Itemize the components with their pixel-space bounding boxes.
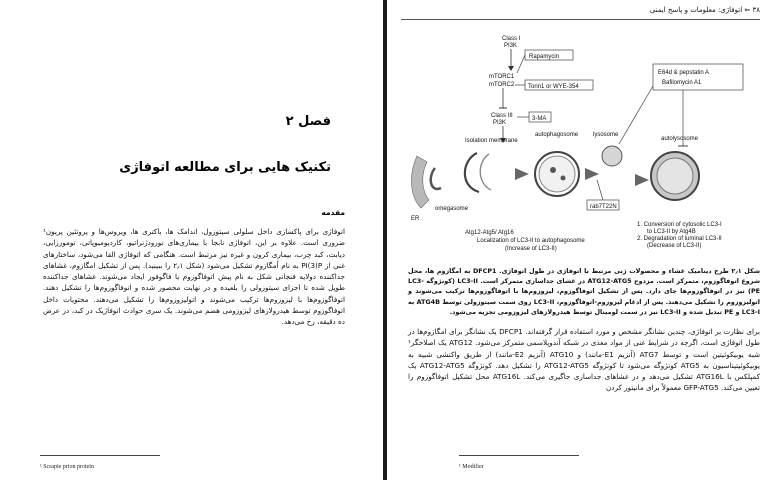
label-rapamycin: Rapamycin (529, 54, 560, 60)
label-er: ER (411, 216, 420, 222)
label-bafilomycin: Bafilomycin A1 (662, 80, 702, 86)
label-mtorc2: mTORC2 (489, 82, 515, 88)
label-lysosome: lysosome (593, 132, 619, 138)
section-heading: مقدمه (321, 208, 345, 217)
label-class1: Class I (502, 36, 521, 42)
label-mtorc1: mTORC1 (489, 74, 515, 80)
footnote: ¹ Scrapie prion protein (40, 464, 94, 470)
chapter-title: فصل ۲ (285, 114, 331, 129)
left-page (0, 0, 383, 480)
label-autolysosome: autolysosome (661, 136, 699, 142)
label-localization-1: Localization of LC3-II to autophagosome (477, 238, 585, 244)
label-autophagosome: autophagosome (535, 132, 579, 138)
figure-caption: شکل ۲٫۱ طرح دینامیک غشاء و محصولات ژنی مرتبط با اتوفاژی در طول اتوفاژی. DFCP1 به امگازوم ها، محل شروع اتوفاگوزوم، متمرکز است. مزدوج ATG12-ATG5 در غشای جداسازی متمرکز است. LC3-II (کونژوگه LC3-PE) نیز در اتوفاگوزوم‌ها جای دارد. پس از تشکیل اتوفاگوزوم، لیزوزوم‌ها با اتوفاگوزوم‌ها ترکیب می‌شوند و اتولیزوزوم را تشکیل می‌دهند. پس از ادغام لیزوزوم-اتوفاگوزوم، LC3-II روی سمت سیتوزولی توسط ATG4B به LC3-I و PE تبدیل شده و LC3-II نیز در سمت لومینال توسط هیدرولازهای لیزوزومی تجزیه می‌شود. (408, 267, 760, 316)
label-rab7: rab7T22N (590, 204, 617, 210)
chapter-heading: تکنیک هایی برای مطالعه اتوفاژی (119, 160, 331, 175)
footnote-divider (40, 455, 160, 456)
label-conversion-3: 2. Degradation of luminal LC3-II (637, 236, 722, 242)
label-omegasome: omegasome (435, 206, 469, 212)
label-conversion-1: 1. Conversion of cytosolic LC3-I (637, 222, 722, 228)
label-3ma: 3-MA (532, 116, 547, 122)
label-conversion-4: (Decrease of LC3-II) (647, 243, 702, 249)
running-header: ۳۸ ⇐ اتوفاژی: معلومات و پاسخ ایمنی (649, 6, 760, 14)
header-divider (401, 19, 760, 20)
label-localization-2: (Increase of LC3-II) (505, 246, 557, 252)
label-e64d: E64d & pepstatin A (658, 70, 710, 76)
label-class3-pi3k: PI3K (493, 120, 507, 126)
footnote-divider (459, 455, 579, 456)
label-class1-pi3k: PI3K (504, 43, 518, 49)
label-conversion-2: to LC3-II by Atg4B (647, 229, 696, 235)
label-isolation-membrane: Isolation membrane (465, 138, 518, 144)
body-paragraph: برای نظارت بر اتوفاژی، چندین نشانگر مشخص و مورد استفاده قرار گرفته‌اند. DFCP1 یک نشانگر برای امگازوم‌ها در طول اتوفاژی است، اگرچه در شرایط غنی از مواد مغذی در شبکه آندوپلاسمی متمرکز می‌شود. ATG12 یک اصلاحگر¹ شبه یوبیکوئیتین است و توسط ATG7 (آنزیم E1-مانند) و ATG10 (آنزیم E2-مانند) از طریق واکنشی شبیه به یوبیکوئیتیناسیون به ATG5 کونژوگه می‌شود تا کونژوگه ATG12-ATG5 را تشکیل دهد. کونژوگه ATG12-ATG5 یک کمپلکس با ATG16L تشکیل می‌دهد و در غشاهای جداسازی جاگیری می‌کند. ATG16L محل تشکیل اتوفاگوزوم را تعیین می‌کند. GFP-ATG5 معمولاً برای مانیتور کردن (408, 327, 761, 393)
footnote: ¹ Modifier (459, 464, 484, 470)
label-atg-complex: Atg12-Atg5/ Atg16 (465, 230, 514, 236)
label-torin: Torin1 or WYE-354 (528, 84, 579, 90)
intro-paragraph: اتوفاژی برای پاکسازی داخل سلولی سیتوزول، اندامک ها، باکتری ها، ویروس‌ها و پروتئین پریون¹ ضروری است. علاوه بر این، اتوفاژی نابجا با بیماری‌های نورودژنراتیو، کاردیومیوپاتی، تومورزایی، دیابت، کبد چرب، بیماری کرون و غیره نیز مرتبط است. هنگامی که اتوفاژی القا می‌شود، ساختارهای غنی از PI(3)P به نام اُمگازوم تشکیل می‌شود (شکل ۲٫۱ را ببینید). پس از تشکیل امگازوم، غشاهای جداکننده دولایه فنجانی شکل به نام پیش اتوفاگوزوم یا فاگوفور ایجاد می‌شوند. غشاهای جداکننده طویل شده تا اجزای سیتوزولی را بلعیده و در نهایت محصور شده و اتوفاگوزوم‌ها را تشکیل دهند. اتوفاگوزوم‌ها با لیزوزوم‌ها ترکیب می‌شوند و اتولیزوزوم‌ها را تشکیل می‌دهند. محتویات داخل اتوفاگوزوم توسط هیدرولازهای لیزوزومی هضم می‌شوند. یک سری حوادث اتوفاژیک در کبد، در عرض ده دقیقه، رخ می‌دهد. (43, 227, 345, 327)
label-class3: Class III (491, 113, 513, 119)
right-page (387, 0, 774, 480)
figure-autophagy-diagram (407, 28, 757, 254)
